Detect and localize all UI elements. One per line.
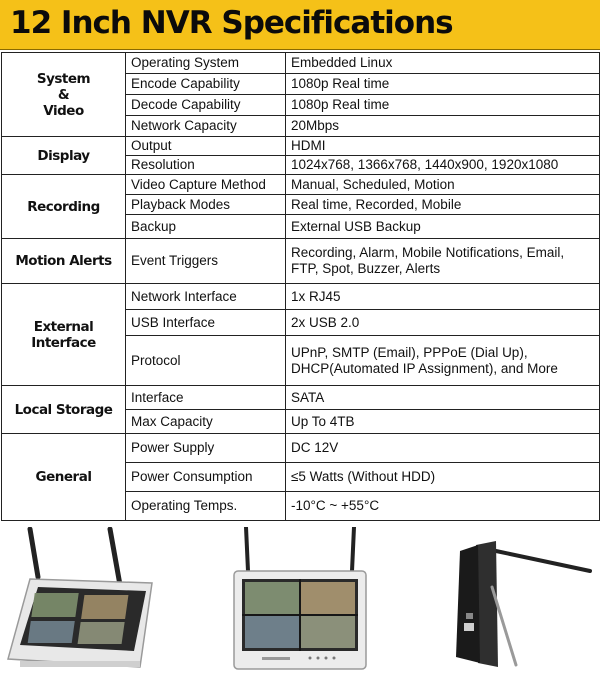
category-line: Interface [31,334,96,351]
spec-value: DC 12V [286,434,600,463]
spec-label: Encode Capability [126,74,286,95]
spec-label: Decode Capability [126,95,286,116]
table-row [2,386,600,410]
spec-label: Interface [126,386,286,410]
category-motion-alerts [2,239,126,284]
spec-value-line: UPnP, SMTP (Email), PPPoE (Dial Up), [291,344,528,360]
spec-value: SATA [286,386,600,410]
nvr-monitor-side-image [456,541,590,667]
spec-value: 1080p Real time [286,95,600,116]
category-line: Local Storage [14,401,113,418]
spec-value: ≤5 Watts (Without HDD) [286,463,600,492]
spec-value: Real time, Recorded, Mobile [286,195,600,215]
table-row [2,137,600,156]
category-system-video [2,53,126,137]
spec-label: Resolution [126,156,286,175]
category-recording [2,175,126,239]
spec-value: -10°C ~ +55°C [286,492,600,521]
title-banner [0,0,600,50]
spec-value [286,336,600,386]
spec-value: 1080p Real time [286,74,600,95]
spec-label: Operating System [126,53,286,74]
spec-label: Playback Modes [126,195,286,215]
category-line: Motion Alerts [15,253,112,269]
spec-label: Output [126,137,286,156]
nvr-monitor-angled-image [8,529,152,667]
spec-value: 1024x768, 1366x768, 1440x900, 1920x1080 [286,156,600,175]
spec-value: 2x USB 2.0 [286,310,600,336]
spec-value: HDMI [286,137,600,156]
spec-value: 1x RJ45 [286,284,600,310]
spec-label: Event Triggers [126,239,286,284]
spec-value: Manual, Scheduled, Motion [286,175,600,195]
category-line: General [35,469,92,485]
category-general [2,434,126,521]
spec-label: USB Interface [126,310,286,336]
category-line: Video [43,102,84,119]
spec-label: Video Capture Method [126,175,286,195]
spec-label: Protocol [126,336,286,386]
category-line: System [36,70,91,87]
spec-label: Power Supply [126,434,286,463]
spec-value: External USB Backup [286,215,600,239]
category-external-interface [2,284,126,386]
spec-table [1,52,600,521]
spec-value-line: Recording, Alarm, Mobile Notifications, Email, [291,245,565,260]
table-row [2,53,600,74]
spec-label: Max Capacity [126,410,286,434]
page-title: 12 Inch NVR Specifications [10,5,453,41]
category-line: External [33,318,94,335]
spec-value [286,239,600,284]
product-images [0,527,600,673]
category-local-storage [2,386,126,434]
table-row [2,239,600,284]
spec-label: Power Consumption [126,463,286,492]
spec-value: Up To 4TB [286,410,600,434]
category-line: & [57,86,70,103]
category-line: Display [37,147,90,164]
category-display [2,137,126,175]
nvr-monitor-front-image [234,527,366,669]
spec-value-line: FTP, Spot, Buzzer, Alerts [291,261,441,276]
spec-value-line: DHCP(Automated IP Assignment), and More [291,360,558,376]
table-row [2,175,600,195]
spec-value: 20Mbps [286,116,600,137]
spec-value: Embedded Linux [286,53,600,74]
spec-label: Network Interface [126,284,286,310]
category-line: Recording [27,198,100,215]
table-row [2,284,600,310]
spec-label: Backup [126,215,286,239]
spec-label: Network Capacity [126,116,286,137]
table-row [2,434,600,463]
spec-label: Operating Temps. [126,492,286,521]
